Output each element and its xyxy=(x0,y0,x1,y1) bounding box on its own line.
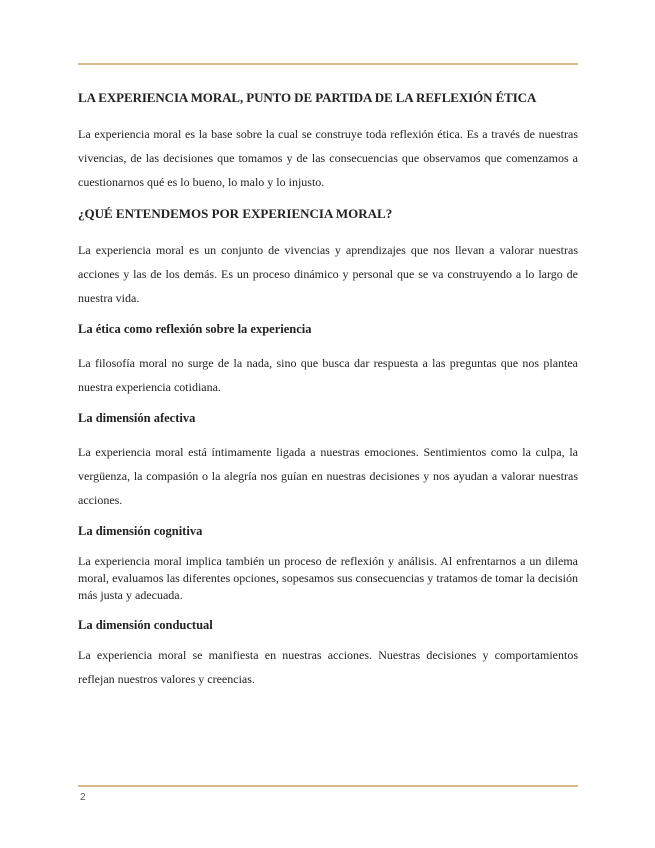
header-rule xyxy=(78,63,578,65)
section-text-conductual: La experiencia moral se manifiesta en nuestras acciones. Nuestras decisiones y comportamientos reflejan nuestros valores y creencias. xyxy=(78,648,578,686)
footer-rule xyxy=(78,785,578,787)
page-number: 2 xyxy=(80,792,86,803)
intro-paragraph: La experiencia moral es la base sobre la cual se construye toda reflexión ética. Es a través de nuestras vivencias, de las decisiones que tomamos y de las consecuencias que observamos que comenzamos a cuestionarnos qué es lo bueno, lo malo y lo injusto. xyxy=(78,127,578,189)
section-text-afectiva: La experiencia moral está íntimamente ligada a nuestras emociones. Sentimientos como la culpa, la vergüenza, la compasión o la alegría nos guían en nuestras decisiones y nos ayudan a valorar nuestras acciones. xyxy=(78,445,578,507)
section-text-etica: La filosofía moral no surge de la nada, sino que busca dar respuesta a las preguntas que nos plantea nuestra experiencia cotidiana. xyxy=(78,356,578,394)
section-text-cognitiva: La experiencia moral implica también un proceso de reflexión y análisis. Al enfrentarnos a un dilema moral, evaluamos las diferentes opciones, sopesamos sus consecuencias y tratamos de tomar la decisión más justa y adecuada. xyxy=(78,554,578,602)
section-heading-etica: La ética como reflexión sobre la experiencia xyxy=(78,322,312,336)
section-heading-cognitiva: La dimensión cognitiva xyxy=(78,524,203,538)
page-content xyxy=(78,90,578,703)
question-paragraph: La experiencia moral es un conjunto de vivencias y aprendizajes que nos llevan a valorar nuestras acciones y las de los demás. Es un proceso dinámico y personal que se va construyendo a lo largo de nuestra vida. xyxy=(78,243,578,305)
section-heading-afectiva: La dimensión afectiva xyxy=(78,411,196,425)
question-heading: ¿QUÉ ENTENDEMOS POR EXPERIENCIA MORAL? xyxy=(78,206,393,221)
page-title: LA EXPERIENCIA MORAL, PUNTO DE PARTIDA DE LA REFLEXIÓN ÉTICA xyxy=(78,90,537,105)
section-heading-conductual: La dimensión conductual xyxy=(78,618,213,632)
